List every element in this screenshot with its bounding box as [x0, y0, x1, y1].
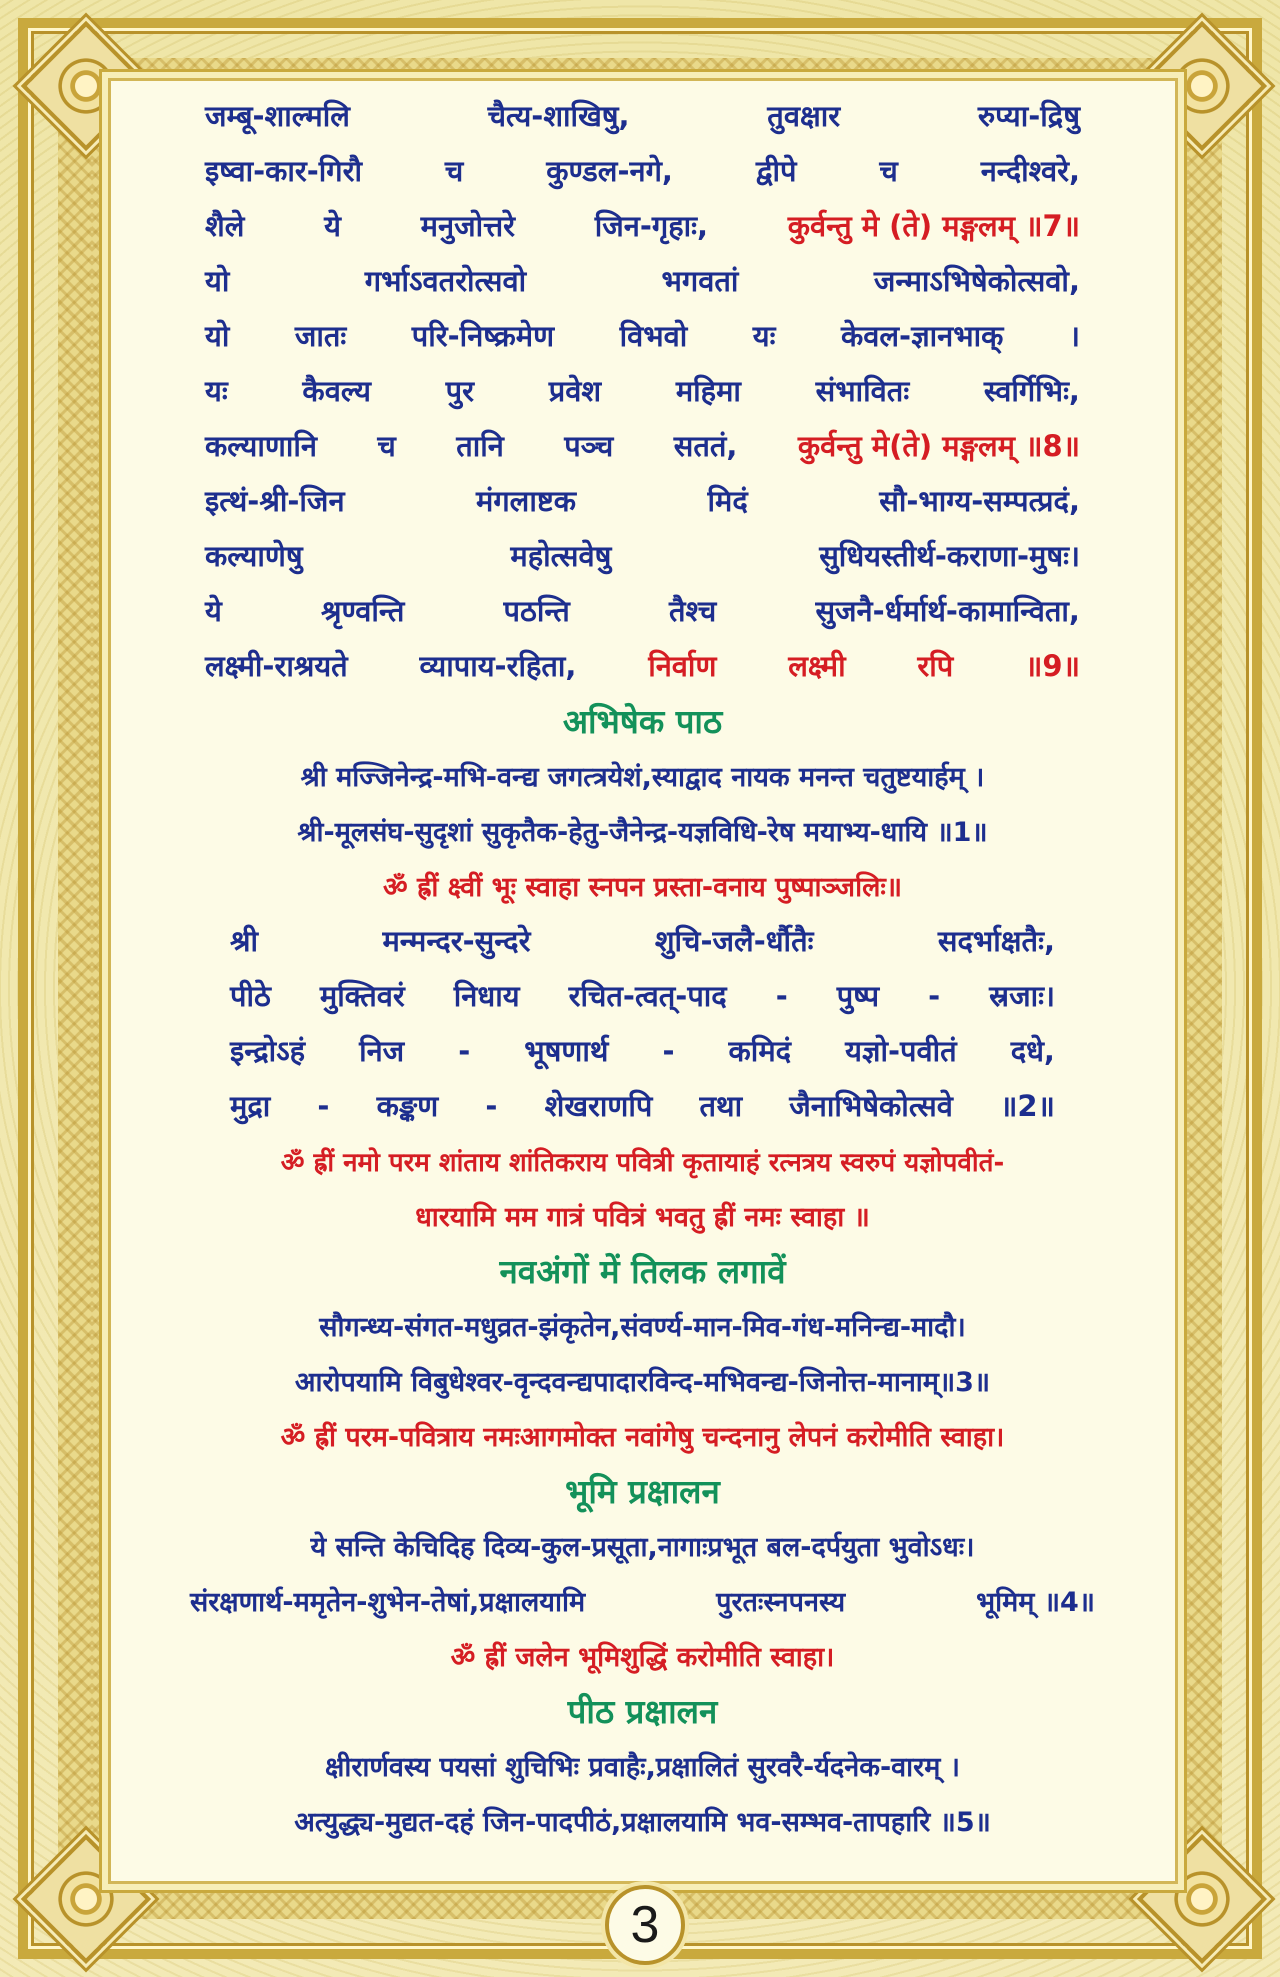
content	[150, 88, 1135, 1848]
mantra-line: ॐ ह्रीं नमो परम शांताय शांतिकराय पवित्री कृतायाहं रत्नत्रय स्वरुपं यज्ञोपवीतं-	[280, 1147, 1005, 1178]
verse-line: यः कैवल्य पुर प्रवेश महिमा संभावितः स्वर्गिभिः,	[205, 374, 1080, 408]
verse-line: श्री मज्जिनेन्द्र-मभि-वन्द्य जगत्त्रयेशं,स्याद्वाद नायक मनन्त चतुष्टयार्हम् ।	[300, 762, 985, 793]
verse-line: लक्ष्मी-राश्रयते व्यापाय-रहिता, निर्वाण लक्ष्मी रपि ॥9॥	[205, 649, 1080, 683]
verse-line: यो जातः परि-निष्क्रमेण विभवो यः केवल-ज्ञानभाक् ।	[205, 319, 1080, 353]
verse-line: कल्याणेषु महोत्सवेषु सुधियस्तीर्थ-कराणा-मुषः।	[205, 539, 1080, 573]
mantra-line: ॐ ह्रीं जलेन भूमिशुद्धिं करोमीति स्वाहा।	[450, 1642, 835, 1673]
verse-line: श्री मन्मन्दर-सुन्दरे शुचि-जलै-र्धौतैः सदर्भाक्षतैः,	[230, 924, 1055, 958]
section-heading: नवअंगों में तिलक लगावें	[499, 1252, 786, 1291]
verse-line: अत्युद्ध्य-मुद्यत-दहं जिन-पादपीठं,प्रक्षालयामि भव-सम्भव-तापहारि ॥5॥	[294, 1807, 991, 1838]
verse-line: शैले ये मनुजोत्तरे जिन-गृहाः, कुर्वन्तु मे (ते) मङ्गलम् ॥7॥	[150, 198, 1135, 253]
verse-line: इत्थं-श्री-जिन मंगलाष्टक मिदं सौ-भाग्य-सम्पत्प्रदं,	[205, 484, 1080, 518]
verse-line: ये श्रृण्वन्ति पठन्ति तैश्च सुजनै-र्धर्मार्थ-कामान्विता,	[205, 594, 1080, 628]
verse-line: ये सन्ति केचिदिह दिव्य-कुल-प्रसूता,नागाःप्रभूत बल-दर्पयुता भुवोऽधः।	[310, 1532, 975, 1563]
verse-line: आरोपयामि विबुधेश्वर-वृन्दवन्द्यपादारविन्द-मभिवन्द्य-जिनोत्त-मानाम्॥3॥	[294, 1367, 991, 1398]
verse-line: क्षीरार्णवस्य पयसां शुचिभिः प्रवाहैः,प्रक्षालितं सुरवरै-र्यदनेक-वारम् ।	[325, 1752, 960, 1783]
verse-line: संरक्षणार्थ-ममृतेन-शुभेन-तेषां,प्रक्षालयामि पुरतःस्नपनस्य भूमिम् ॥4॥	[190, 1587, 1095, 1618]
verse-line: सौगन्ध्य-संगत-मधुव्रत-झंकृतेन,संवर्ण्य-मान-मिव-गंध-मनिन्द्य-मादौ।	[319, 1312, 966, 1343]
mantra-line: ॐ ह्रीं क्ष्वीं भूः स्वाहा स्नपन प्रस्ता-वनाय पुष्पाञ्जलिः॥	[382, 872, 903, 903]
verse-refrain: कुर्वन्तु मे (ते) मङ्गलम् ॥7॥	[787, 209, 1080, 243]
mantra-line: धारयामि मम गात्रं पवित्रं भवतु ह्रीं नमः स्वाहा ॥	[415, 1202, 870, 1233]
verse-line: यो गर्भाऽवतरोत्सवो भगवतां जन्माऽभिषेकोत्सवो,	[205, 264, 1080, 298]
mantra-line: ॐ ह्रीं परम-पवित्राय नमःआगमोक्त नवांगेषु चन्दनानु लेपनं करोमीति स्वाहा।	[280, 1422, 1005, 1453]
verse-line: मुद्रा - कङ्कण - शेखराणपि तथा जैनाभिषेकोत्सवे ॥2॥	[230, 1088, 1055, 1123]
page-number: 3	[605, 1885, 685, 1965]
verse-line: श्री-मूलसंघ-सुदृशां सुकृतैक-हेतु-जैनेन्द्र-यज्ञविधि-रेष मयाभ्य-धायि ॥1॥	[297, 817, 988, 848]
verse-refrain: कुर्वन्तु मे(ते) मङ्गलम् ॥8॥	[797, 429, 1080, 463]
verse-line: इन्द्रोऽहं निज - भूषणार्थ - कमिदं यज्ञो-पवीतं दधे,	[230, 1033, 1055, 1068]
section-heading: अभिषेक पाठ	[562, 702, 723, 741]
section-heading: भूमि प्रक्षालन	[565, 1472, 720, 1511]
section-heading: पीठ प्रक्षालन	[567, 1692, 718, 1731]
verse-line: कल्याणानि च तानि पञ्च सततं, कुर्वन्तु मे(ते) मङ्गलम् ॥8॥	[150, 418, 1135, 473]
verse-line: जम्बू-शाल्मलि चैत्य-शाखिषु, तुवक्षार रुप्या-द्रिषु	[205, 99, 1080, 133]
verse-line: पीठे मुक्तिवरं निधाय रचित-त्वत्-पाद - पुष्प - स्रजाः।	[230, 978, 1055, 1013]
verse-line: इष्वा-कार-गिरौ च कुण्डल-नगे, द्वीपे च नन्दीश्वरे,	[205, 154, 1080, 188]
